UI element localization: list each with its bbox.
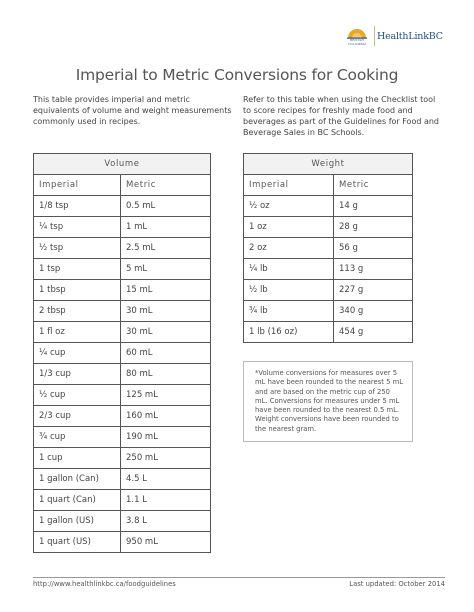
volume-metric-cell: 30 mL [121, 322, 211, 343]
volume-metric-cell: 250 mL [121, 448, 211, 469]
volume-row [34, 301, 211, 322]
volume-metric-cell: 0.5 mL [121, 196, 211, 217]
weight-metric-cell: 340 g [334, 301, 413, 322]
footer-updated: Last updated: October 2014 [349, 580, 445, 588]
weight-row [244, 301, 413, 322]
volume-metric-cell: 80 mL [121, 364, 211, 385]
volume-row [34, 490, 211, 511]
volume-imperial-cell: ¼ tsp [34, 217, 121, 238]
weight-metric-cell: 227 g [334, 280, 413, 301]
weight-col-metric: Metric [334, 175, 413, 196]
weight-imperial-cell: ¾ lb [244, 301, 334, 322]
volume-column-header-row [34, 175, 211, 196]
volume-imperial-cell: 1 tsp [34, 259, 121, 280]
logo-subtitle: BRITISH COLUMBIA [347, 38, 367, 46]
volume-row [34, 364, 211, 385]
volume-imperial-cell: 2/3 cup [34, 406, 121, 427]
volume-metric-cell: 160 mL [121, 406, 211, 427]
volume-metric-cell: 1.1 L [121, 490, 211, 511]
volume-imperial-cell: 1 gallon (Can) [34, 469, 121, 490]
weight-heading: Weight [244, 154, 413, 175]
weight-imperial-cell: 1 oz [244, 217, 334, 238]
volume-imperial-cell: 1 quart (Can) [34, 490, 121, 511]
volume-metric-cell: 60 mL [121, 343, 211, 364]
weight-col-imperial: Imperial [244, 175, 334, 196]
volume-metric-cell: 5 mL [121, 259, 211, 280]
volume-row [34, 469, 211, 490]
volume-imperial-cell: 1 fl oz [34, 322, 121, 343]
weight-imperial-cell: 2 oz [244, 238, 334, 259]
volume-row [34, 385, 211, 406]
volume-row [34, 280, 211, 301]
weight-table [243, 153, 413, 343]
weight-metric-cell: 14 g [334, 196, 413, 217]
weight-row [244, 217, 413, 238]
brand-name: HealthLinkBC [377, 31, 443, 42]
volume-imperial-cell: 1 gallon (US) [34, 511, 121, 532]
volume-metric-cell: 15 mL [121, 280, 211, 301]
volume-row [34, 532, 211, 553]
volume-heading: Volume [34, 154, 211, 175]
volume-metric-cell: 190 mL [121, 427, 211, 448]
footer-divider [33, 577, 445, 578]
volume-imperial-cell: 2 tbsp [34, 301, 121, 322]
footer-url: http://www.healthlinkbc.ca/foodguidelines [33, 580, 176, 588]
volume-metric-cell: 4.5 L [121, 469, 211, 490]
healthlinkbc-logo [343, 22, 443, 48]
volume-row [34, 448, 211, 469]
weight-metric-cell: 28 g [334, 217, 413, 238]
volume-imperial-cell: ½ tsp [34, 238, 121, 259]
volume-table [33, 153, 211, 553]
weight-row [244, 322, 413, 343]
volume-metric-cell: 2.5 mL [121, 238, 211, 259]
weight-imperial-cell: ¼ lb [244, 259, 334, 280]
volume-row [34, 343, 211, 364]
volume-row [34, 406, 211, 427]
volume-metric-cell: 950 mL [121, 532, 211, 553]
weight-table-heading-row [244, 154, 413, 175]
weight-imperial-cell: ½ lb [244, 280, 334, 301]
volume-row [34, 238, 211, 259]
intro-right-paragraph: Refer to this table when using the Checklist tool to score recipes for freshly made food and beverages as part of the Guidelines for Food and Beverage Sales in BC Schools. [243, 95, 440, 137]
volume-imperial-cell: ½ cup [34, 385, 121, 406]
volume-row [34, 427, 211, 448]
volume-imperial-cell: 1 cup [34, 448, 121, 469]
weight-row [244, 196, 413, 217]
weight-imperial-cell: ½ oz [244, 196, 334, 217]
volume-row [34, 196, 211, 217]
volume-row [34, 217, 211, 238]
volume-row [34, 511, 211, 532]
weight-metric-cell: 113 g [334, 259, 413, 280]
volume-metric-cell: 30 mL [121, 301, 211, 322]
weight-metric-cell: 454 g [334, 322, 413, 343]
volume-imperial-cell: 1/3 cup [34, 364, 121, 385]
volume-imperial-cell: ¼ cup [34, 343, 121, 364]
volume-col-imperial: Imperial [34, 175, 121, 196]
volume-imperial-cell: 1/8 tsp [34, 196, 121, 217]
intro-left-paragraph: This table provides imperial and metric equivalents of volume and weight measurements commonly used in recipes. [33, 95, 232, 126]
page-title: Imperial to Metric Conversions for Cooking [75, 66, 399, 84]
volume-row [34, 322, 211, 343]
volume-metric-cell: 125 mL [121, 385, 211, 406]
volume-metric-cell: 3.8 L [121, 511, 211, 532]
weight-row [244, 280, 413, 301]
volume-table-heading-row [34, 154, 211, 175]
volume-imperial-cell: 1 tbsp [34, 280, 121, 301]
rounding-note: *Volume conversions for measures over 5 mL have been rounded to the nearest 5 mL and are based on the metric cup of 250 mL. Conversions for measures under 5 mL have been rounded to the nearest 0.5 mL. Weight conversions have been rounded to the nearest gram. [243, 361, 413, 442]
volume-row [34, 259, 211, 280]
volume-col-metric: Metric [121, 175, 211, 196]
weight-row [244, 259, 413, 280]
weight-row [244, 238, 413, 259]
weight-imperial-cell: 1 lb (16 oz) [244, 322, 334, 343]
weight-column-header-row [244, 175, 413, 196]
volume-imperial-cell: 1 quart (US) [34, 532, 121, 553]
volume-imperial-cell: ¾ cup [34, 427, 121, 448]
weight-metric-cell: 56 g [334, 238, 413, 259]
logo-divider [374, 26, 375, 46]
volume-metric-cell: 1 mL [121, 217, 211, 238]
